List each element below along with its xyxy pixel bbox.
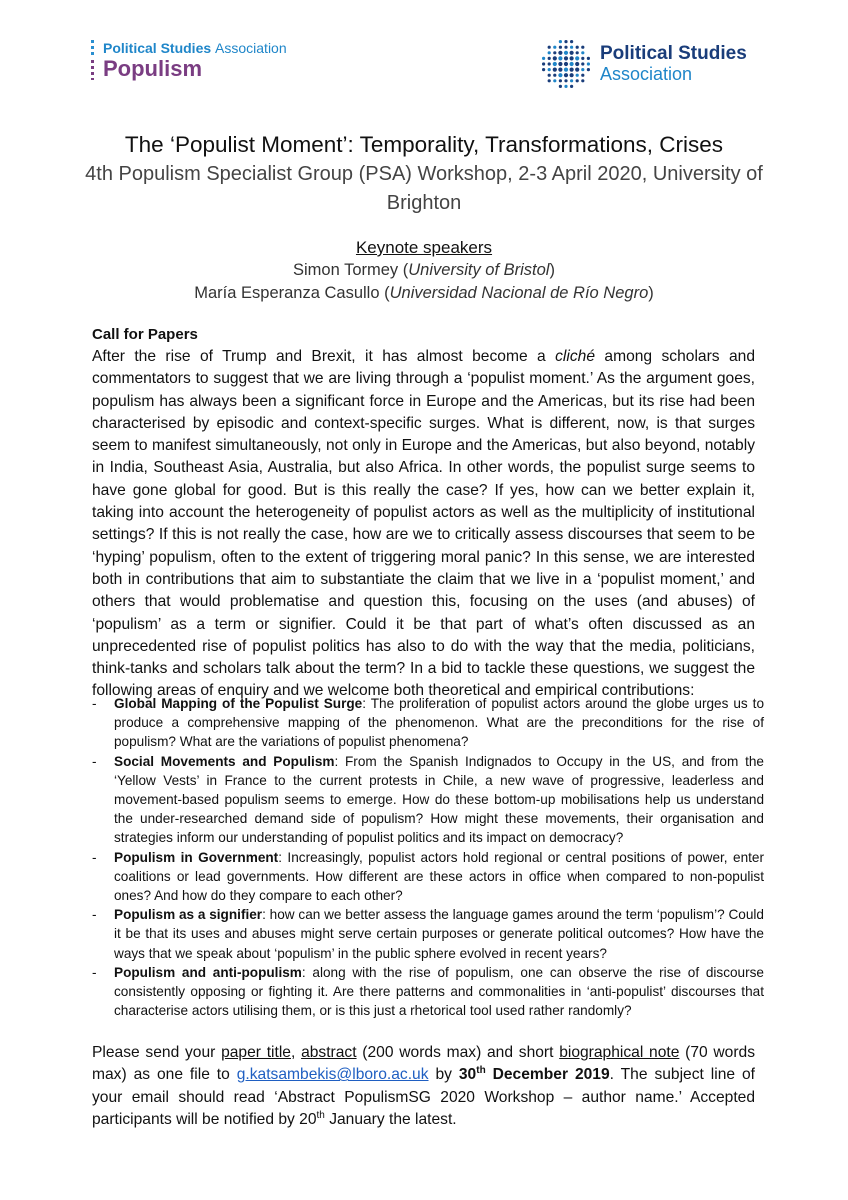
list-item: - Populism in Government: Increasingly, populist actors hold regional or central positions of power, enter coalitions or lead governments. How different are these actors in office when compared to non-populist ones? And how do they compare to each other? [92,849,764,904]
deadline: 30th December 2019 [458,1065,610,1084]
list-item: - Populism as a signifier: how can we better assess the language games around the term ‘populism’? Could it be that its uses and abuses might serve certain purposes or generate political outcomes? How have the ways that we speak about ‘populism’ in the public sphere evolved in recent years? [92,907,764,961]
keynote-speaker: Simon Tormey (University of Bristol) [293,261,555,279]
keynote-heading: Keynote speakers [355,238,493,257]
submission-instructions: Please send your paper title, abstract (200 words max) and short biographical note (70 words max) as one file to g.katsambekis@lboro.ac.uk by 30th December 2019. The subject line of your email should read ‘Abstract PopulismSG 2020 Workshop – author name.’ Accepted participants will be notified by 20th January the latest. [92,1044,756,1128]
logo-populism-text: Populism [103,56,203,81]
psa-logo [540,38,747,90]
email-link[interactable]: g.katsambekis@lboro.ac.uk [236,1066,429,1084]
psa-dot-grid-icon [540,38,592,90]
cfp-paragraph: After the rise of Trump and Brexit, it has almost become a cliché among scholars and commentators to suggest that we are living through a ‘populist moment.’ As the argument goes, populism has always been a significant force in Europe and the Americas, but its rise had been characterised by episodic and context-specific surges. What is different, now, is that surges seem to manifest simultaneously, not only in Europe and the Americas, but also beyond, notably in India, Southeast Asia, Australia, but also Africa. In other words, the populist surge seems to have gone global for good. But is this really the case? If yes, how can we better explain it, taking into account the heterogeneity of populist actors as well as the multiplicity of institutional settings? If this is not really the case, how are we to critically assess discourses that seem to be ‘hyping’ populism, often to the extent of triggering moral panic? In this sense, we are interested both in contributions that aim to substantiate the claim that we live in a ‘populist moment,’ and others that would problematise and question this, focusing on the uses (and abuses) of ‘populism’ as a term or signifier. Could it be that part of what’s often discussed as an unprecedented rise of populist politics has also to do with the way that the media, politicians, think-tanks and scholars talk about the term? In a bid to tackle these questions, we suggest the following areas of enquiry and we welcome both theoretical and empirical contributions: [92,348,756,700]
cfp-heading: Call for Papers [92,326,198,343]
list-item: - Social Movements and Populism: From the Spanish Indignados to Occupy in the US, and from the ‘Yellow Vests’ in France to the current protests in Chile, a new wave of progressive, leaderless and movement-based populism seems to emerge. How do these bottom-up mobilisations help us understand the under-researched demand side of populism? How might these movements, their organisation and strategies inform our understanding of populist politics and its impact on democracy? [92,753,764,846]
psa-logo-line1: Political Studies [600,43,747,64]
psa-logo-line2: Association [600,64,693,84]
list-item: - Populism and anti-populism: along with the rise of populism, one can observe the rise of discourse consistently opposing or fighting it. Are there patterns and commonalities in ‘anti-populist’ discourses that characterise actors utilising them, or is this just a rhetorical tool used rather randomly? [92,964,764,1019]
logo-psa-text: Political Studies Association [103,40,287,56]
populism-group-logo [91,40,287,82]
keynote-speaker: María Esperanza Casullo (Universidad Nacional de Río Negro) [194,284,654,302]
list-item: - Global Mapping of the Populist Surge: The proliferation of populist actors around the globe urges us to produce a comprehensive mapping of the phenomenon. What are the preconditions for the rise of populism? What are the variations of populist phenomena? [92,696,764,750]
page-subtitle: 4th Populism Specialist Group (PSA) Workshop, 2-3 April 2020, University of Brighton [85,163,763,214]
page-title: The ‘Populist Moment’: Temporality, Transformations, Crises [124,132,724,157]
topics-list [92,694,764,1020]
logo-dots-icon [91,40,94,82]
